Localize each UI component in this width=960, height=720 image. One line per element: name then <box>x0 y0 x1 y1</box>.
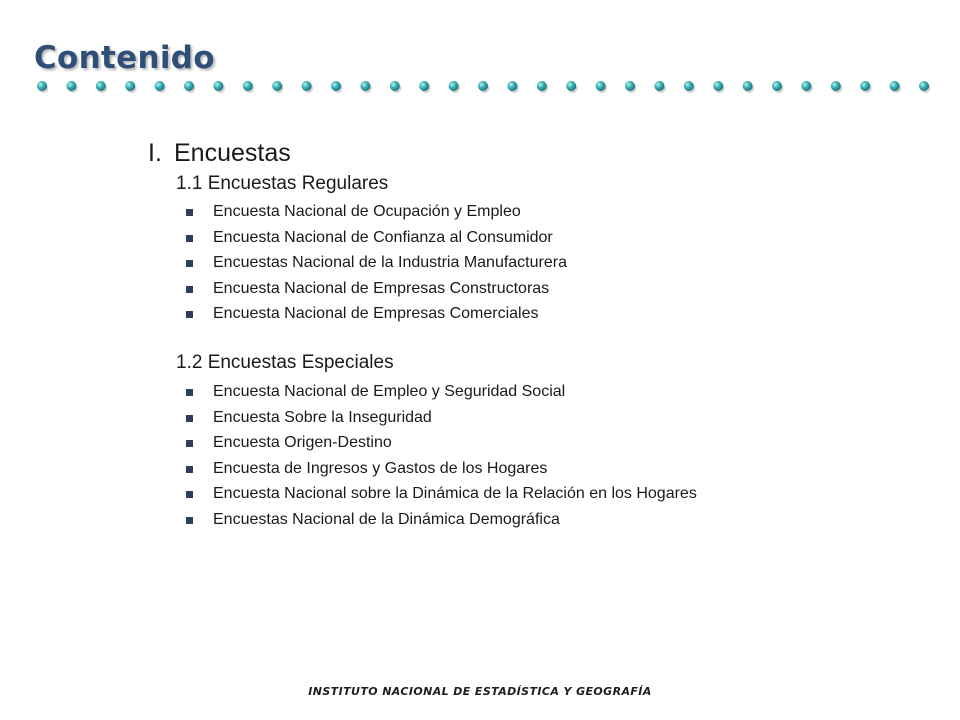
list-item <box>186 250 806 276</box>
list-item <box>186 481 773 507</box>
regulares-list <box>186 199 806 327</box>
list-item <box>186 430 806 456</box>
list-item <box>186 456 806 482</box>
list-item <box>186 507 806 533</box>
list-item-text: Encuesta Nacional de Empleo y Seguridad Social <box>213 383 566 400</box>
square-bullet-icon <box>186 440 193 447</box>
list-item-text: Encuesta Nacional sobre la Dinámica de la Relación en los Hogares <box>213 485 697 502</box>
list-item-text: Encuesta Nacional de Ocupación y Empleo <box>213 203 521 220</box>
slide-title: Contenido <box>34 40 215 76</box>
square-bullet-icon <box>186 260 193 267</box>
list-item <box>186 301 806 327</box>
square-bullet-icon <box>186 286 193 293</box>
list-item <box>186 276 806 302</box>
list-item <box>186 405 806 431</box>
section-title: Encuestas <box>174 139 291 167</box>
list-item-text: Encuesta Origen-Destino <box>213 434 392 451</box>
square-bullet-icon <box>186 415 193 422</box>
list-item <box>186 225 806 251</box>
list-item-text: Encuesta Nacional de Empresas Constructoras <box>213 279 550 297</box>
list-item <box>186 199 806 225</box>
list-item-text: Encuestas Nacional de la Dinámica Demográfica <box>213 510 560 528</box>
section-number: I. <box>148 139 162 167</box>
square-bullet-icon <box>186 517 193 524</box>
list-item-text: Encuesta Nacional de Empresas Comerciales <box>213 305 539 322</box>
list-item-text: Encuesta Nacional de Confianza al Consumidor <box>213 228 553 246</box>
square-bullet-icon <box>186 389 193 396</box>
list-item-text: Encuestas Nacional de la Industria Manufacturera <box>213 254 567 271</box>
square-bullet-icon <box>186 491 193 498</box>
list-item-text: Encuesta Sobre la Inseguridad <box>213 408 432 426</box>
subsection-heading-especiales: 1.2 Encuestas Especiales <box>176 352 394 373</box>
list-item-text: Encuesta de Ingresos y Gastos de los Hogares <box>213 459 548 477</box>
especiales-list <box>186 379 806 532</box>
list-item <box>186 379 806 405</box>
subsection-heading-regulares: 1.1 Encuestas Regulares <box>176 173 389 194</box>
square-bullet-icon <box>186 311 193 318</box>
section-heading <box>148 139 291 168</box>
square-bullet-icon <box>186 209 193 216</box>
square-bullet-icon <box>186 466 193 473</box>
organization-footer: INSTITUTO NACIONAL DE ESTADÍSTICA Y GEOGRAFÍA <box>308 685 652 698</box>
square-bullet-icon <box>186 235 193 242</box>
